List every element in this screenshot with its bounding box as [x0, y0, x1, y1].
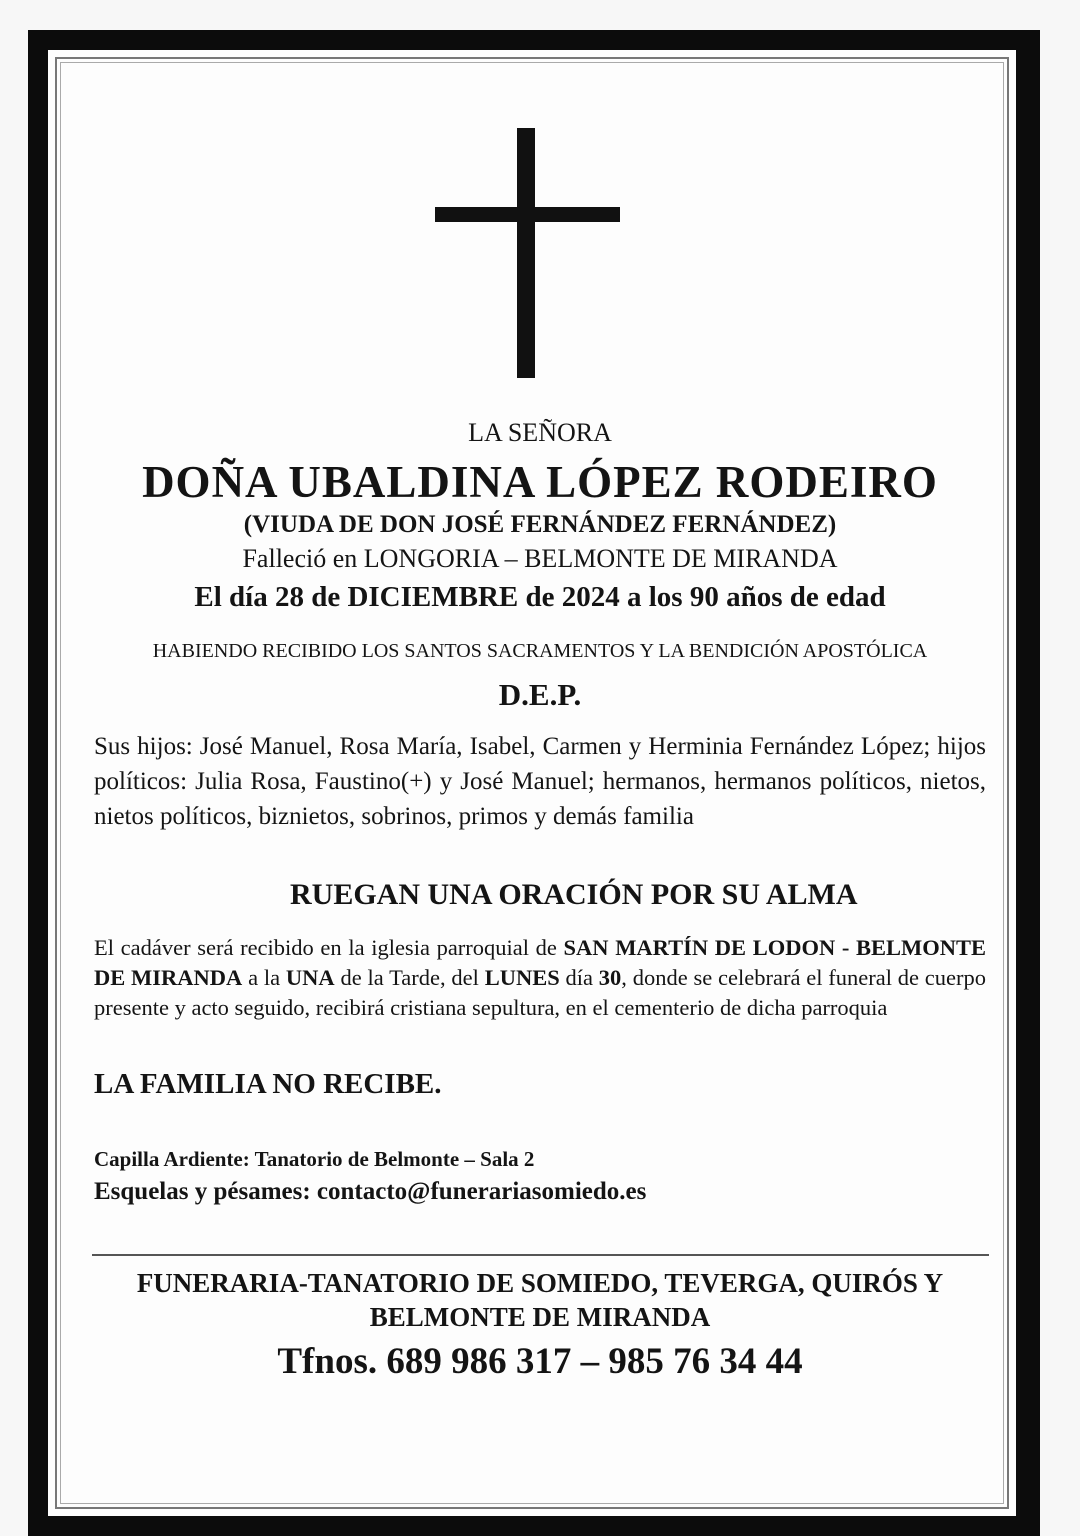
funeral-text: día	[559, 965, 599, 990]
funeral-text: a la	[242, 965, 286, 990]
widow-of-line: (VIUDA DE DON JOSÉ FERNÁNDEZ FERNÁNDEZ)	[243, 511, 837, 538]
date-and-age: El día 28 de DICIEMBRE de 2024 a los 90 años de edad	[194, 581, 886, 613]
funeral-day: 30	[598, 965, 622, 990]
cross-horizontal-bar	[435, 207, 620, 222]
funeral-paragraph	[94, 933, 986, 1023]
family-paragraph: Sus hijos: José Manuel, Rosa María, Isabel, Carmen y Herminia Fernández López; hijos políticos: Julia Rosa, Faustino(+) y José Manuel; hermanos, hermanos políticos, nietos, nietos políticos, biznietos, sobrinos, primos y demás familia	[94, 733, 986, 830]
funeral-text: El cadáver será recibido en la iglesia parroquial de	[94, 935, 564, 960]
funeral-text: de la Tarde, del	[334, 965, 485, 990]
rip-abbreviation: D.E.P.	[498, 677, 582, 712]
cross-vertical-bar	[517, 128, 535, 378]
funeral-hour: UNA	[285, 965, 335, 990]
funeral-weekday: LUNES	[484, 965, 560, 990]
phone-numbers: Tfnos. 689 986 317 – 985 76 34 44	[277, 1341, 803, 1382]
funeral-home-name: FUNERARIA-TANATORIO DE SOMIEDO, TEVERGA, QUIRÓS Y	[136, 1268, 944, 1298]
footer-divider	[92, 1254, 989, 1256]
intro-title: LA SEÑORA	[468, 418, 612, 447]
chapel-info: Capilla Ardiente: Tanatorio de Belmonte – Sala 2	[94, 1147, 535, 1171]
funeral-home-name-continued: BELMONTE DE MIRANDA	[369, 1302, 711, 1332]
sacraments-line: HABIENDO RECIBIDO LOS SANTOS SACRAMENTOS Y LA BENDICIÓN APOSTÓLICA	[152, 640, 928, 662]
no-reception-notice: LA FAMILIA NO RECIBE.	[94, 1068, 442, 1100]
deceased-name: DOÑA UBALDINA LÓPEZ RODEIRO	[142, 457, 938, 507]
prayer-request: RUEGAN UNA ORACIÓN POR SU ALMA	[290, 878, 858, 911]
place-of-death: Falleció en LONGORIA – BELMONTE DE MIRANDA	[242, 544, 838, 573]
church-name: SAN MARTÍN DE LODON - BELMONTE DE MIRANDA	[94, 935, 986, 990]
funeral-text: , donde se celebrará el funeral de cuerpo presente y acto seguido, recibirá cristiana sepultura, en el cementerio de dicha parroquia	[94, 965, 987, 1020]
contact-email-line: Esquelas y pésames: contacto@funerariasomiedo.es	[94, 1178, 647, 1205]
